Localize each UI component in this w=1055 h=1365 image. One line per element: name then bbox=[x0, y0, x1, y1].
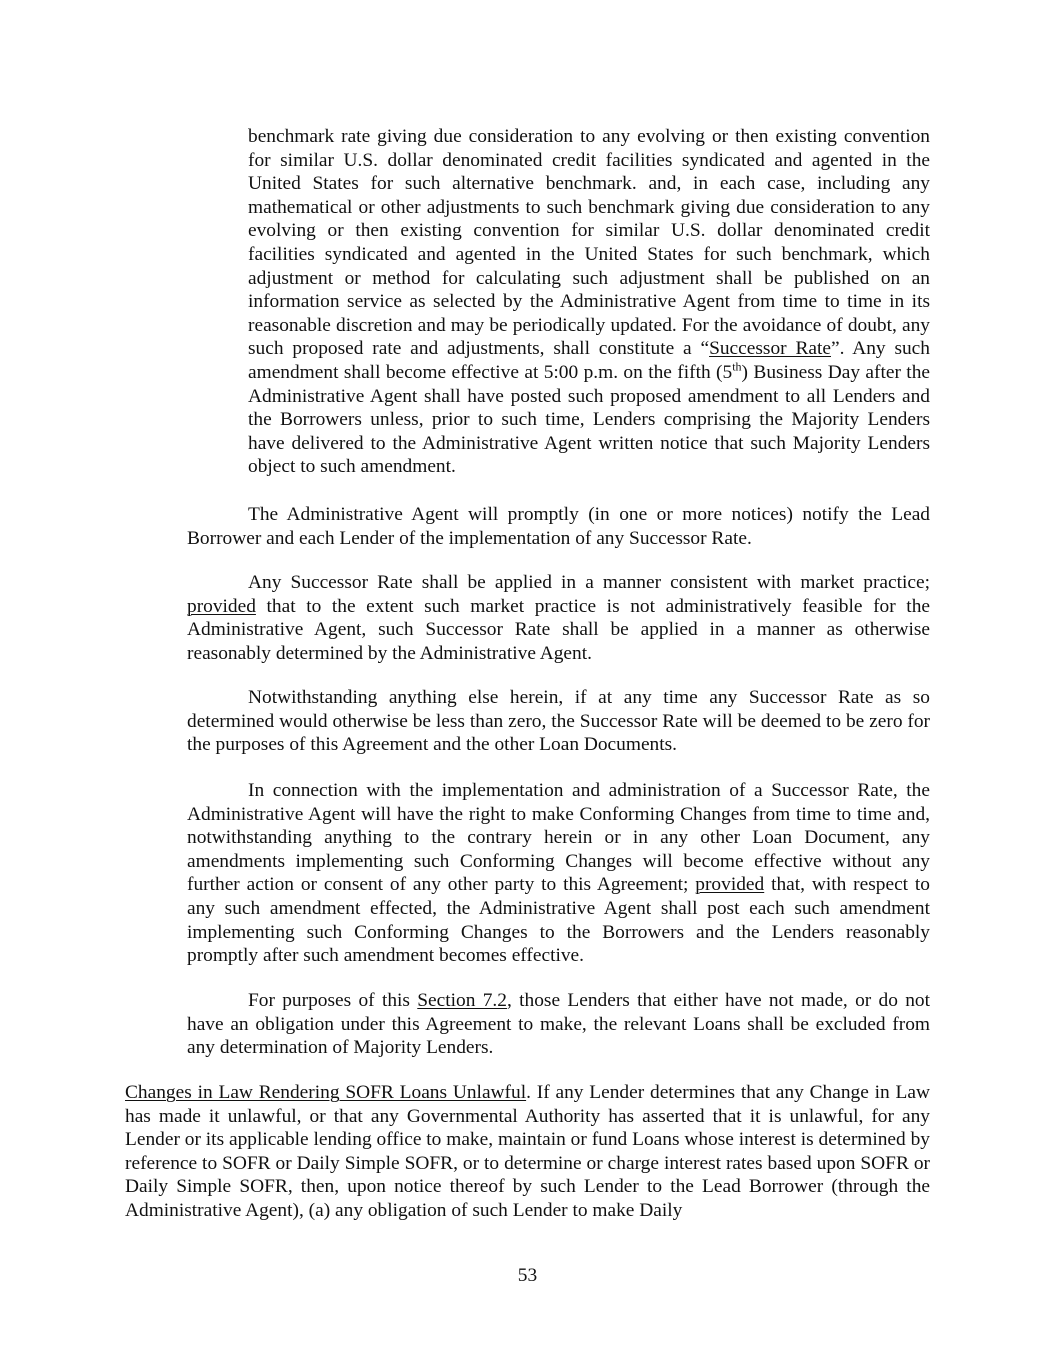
text-run: In connection with the implementation and administration of a Successor Rate, the Administrative Agent will have the right to make Conforming Changes from time to time and, notwithstanding anything to the contrary herein or in any other Loan Document, any amendments implementing such Conforming Changes will become effective without any further action or consent of any other party to this Agreement; bbox=[187, 780, 930, 896]
page-number: 53 bbox=[517, 1265, 538, 1286]
text-run: Notwithstanding anything else herein, if at any time any Successor Rate as so determined would otherwise be less than zero, the Successor Rate will be deemed to be zero for the purposes of this Agreement and the other Loan Documents. bbox=[187, 687, 930, 756]
superscript-ordinal: th bbox=[732, 359, 742, 374]
paragraph-successor-rate-definition bbox=[248, 125, 930, 479]
provided-term: provided bbox=[695, 874, 765, 896]
text-run: , those Lenders that either have not made, or do not have an obligation under this Agreement to make, the relevant Loans shall be excluded from any determination of Majority Lenders. bbox=[187, 990, 931, 1059]
text-run: The Administrative Agent will promptly (in one or more notices) notify the Lead Borrower and each Lender of the implementation of any Successor Rate. bbox=[187, 504, 930, 549]
text-run: ) Business Day after the Administrative Agent shall have posted such proposed amendment to all Lenders and the Borrowers unless, prior to such time, Lenders comprising the Majority Lenders have delivered to the Administrative Agent written notice that such Majority Lenders object to such amendment. bbox=[248, 361, 930, 478]
provided-term: provided bbox=[187, 595, 256, 617]
paragraph-changes-in-law bbox=[125, 1081, 930, 1223]
text-run: that to the extent such market practice is not administratively feasible for the Administrative Agent, such Successor Rate shall be applied in a manner as otherwise reasonably determined by the Administrative Agent. bbox=[187, 595, 930, 664]
text-run: For purposes of this bbox=[248, 990, 418, 1011]
paragraph-market-practice bbox=[187, 571, 930, 665]
text-run: . If any Lender determines that any Change in Law has made it unlawful, or that any Governmental Authority has asserted that it is unlawful, for any Lender or its applicable lending office to make, maintain or fund Loans whose interest is determined by reference to SOFR or Daily Simple SOFR, or to determine or charge interest rates based upon SOFR or Daily Simple SOFR, then, upon notice thereof by such Lender to the Lead Borrower (through the Administrative Agent), (a) any obligation of such Lender to make Daily bbox=[125, 1082, 930, 1221]
text-run: benchmark rate giving due consideration to any evolving or then existing convention for similar U.S. dollar denominated credit facilities syndicated and agented in the United States for such alternative benchmark. and, in each case, including any mathematical or other adjustments to such benchmark giving due consideration to any evolving or then existing convention for similar U.S. dollar denominated credit facilities syndicated and agented in the United States for such benchmark, which adjustment or method for calculating such adjustment shall be published on an information service as selected by the Administrative Agent from time to time in its reasonable discretion and may be periodically updated. For the avoidance of doubt, any such proposed rate and adjustments, shall constitute a “ bbox=[248, 126, 930, 360]
paragraph-section-reference bbox=[187, 989, 930, 1060]
defined-term-successor-rate: Successor Rate bbox=[709, 338, 831, 360]
section-heading: Changes in Law Rendering SOFR Loans Unlawful bbox=[125, 1082, 527, 1103]
section-reference: Section 7.2 bbox=[417, 990, 507, 1011]
paragraph-notify-implementation bbox=[187, 503, 930, 550]
text-run: Any Successor Rate shall be applied in a manner consistent with market practice; bbox=[248, 572, 930, 593]
text-run: ”. Any such amendment shall become effective at 5:00 p.m. on the fifth (5 bbox=[248, 338, 930, 383]
text-run: that, with respect to any such amendment effected, the Administrative Agent shall post each such amendment implementing such Conforming Changes to the Borrowers and the Lenders reasonably promptly after such amendment becomes effective. bbox=[187, 874, 931, 967]
paragraph-conforming-changes bbox=[187, 779, 930, 968]
paragraph-zero-floor bbox=[187, 686, 930, 757]
